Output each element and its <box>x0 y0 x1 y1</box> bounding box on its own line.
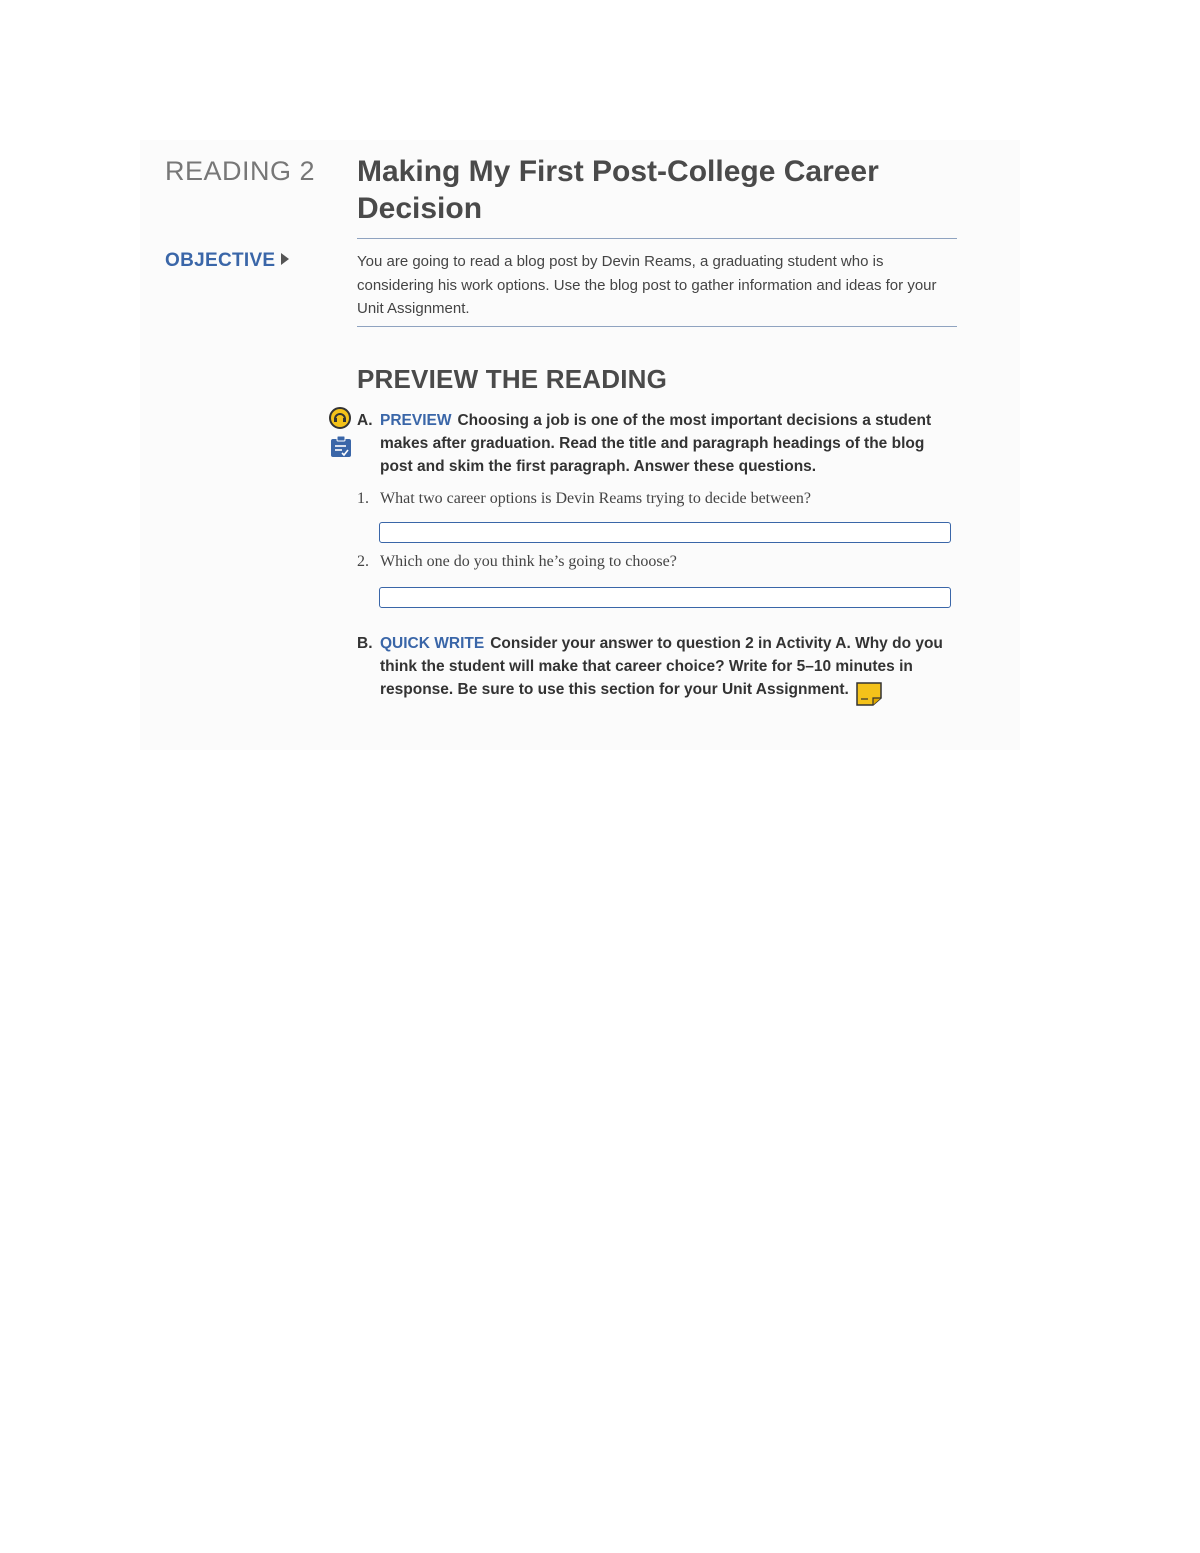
question-1-text: What two career options is Devin Reams trying to decide between? <box>380 490 811 507</box>
objective-divider <box>357 326 957 327</box>
triangle-right-icon <box>281 253 289 265</box>
clipboard-icon[interactable] <box>330 436 352 458</box>
headphones-icon[interactable] <box>329 407 351 429</box>
answer-field-2[interactable] <box>379 587 951 608</box>
page-title: Making My First Post-College Career Decision <box>357 155 879 225</box>
question-2-number: 2. <box>357 553 369 570</box>
question-2-text: Which one do you think he’s going to choose? <box>380 553 677 570</box>
objective-label <box>165 250 289 272</box>
question-2 <box>357 553 957 571</box>
question-1-number: 1. <box>357 490 369 507</box>
activity-a-tag: PREVIEW <box>380 412 452 429</box>
section-heading: PREVIEW THE READING <box>357 364 668 394</box>
answer-field-1[interactable] <box>379 522 951 543</box>
activity-a-text: Choosing a job is one of the most important decisions a student makes after graduation. Read the title and paragraph headings of the blog post and skim the first paragraph. Answer these questions. <box>380 412 932 475</box>
activity-a-body <box>380 409 957 478</box>
reading-label: READING 2 <box>165 156 316 186</box>
activity-a <box>357 409 957 478</box>
activity-b-text: Consider your answer to question 2 in Activity A. Why do you think the student will make that career choice? Write for 5–10 minutes in response. Be sure to use this section for your Unit Assignment. <box>380 635 943 698</box>
objective-text: You are going to read a blog post by Devin Reams, a graduating student who is considering his work options. Use the blog post to gather information and ideas for your Unit Assignment. <box>357 253 937 317</box>
activity-a-letter: A. <box>357 412 373 429</box>
sticky-note-icon[interactable] <box>856 682 882 706</box>
question-1 <box>357 490 957 508</box>
activity-b-letter: B. <box>357 635 373 652</box>
objective-label-text: OBJECTIVE <box>165 250 276 271</box>
activity-b-tag: QUICK WRITE <box>380 635 485 652</box>
title-divider <box>357 238 957 239</box>
